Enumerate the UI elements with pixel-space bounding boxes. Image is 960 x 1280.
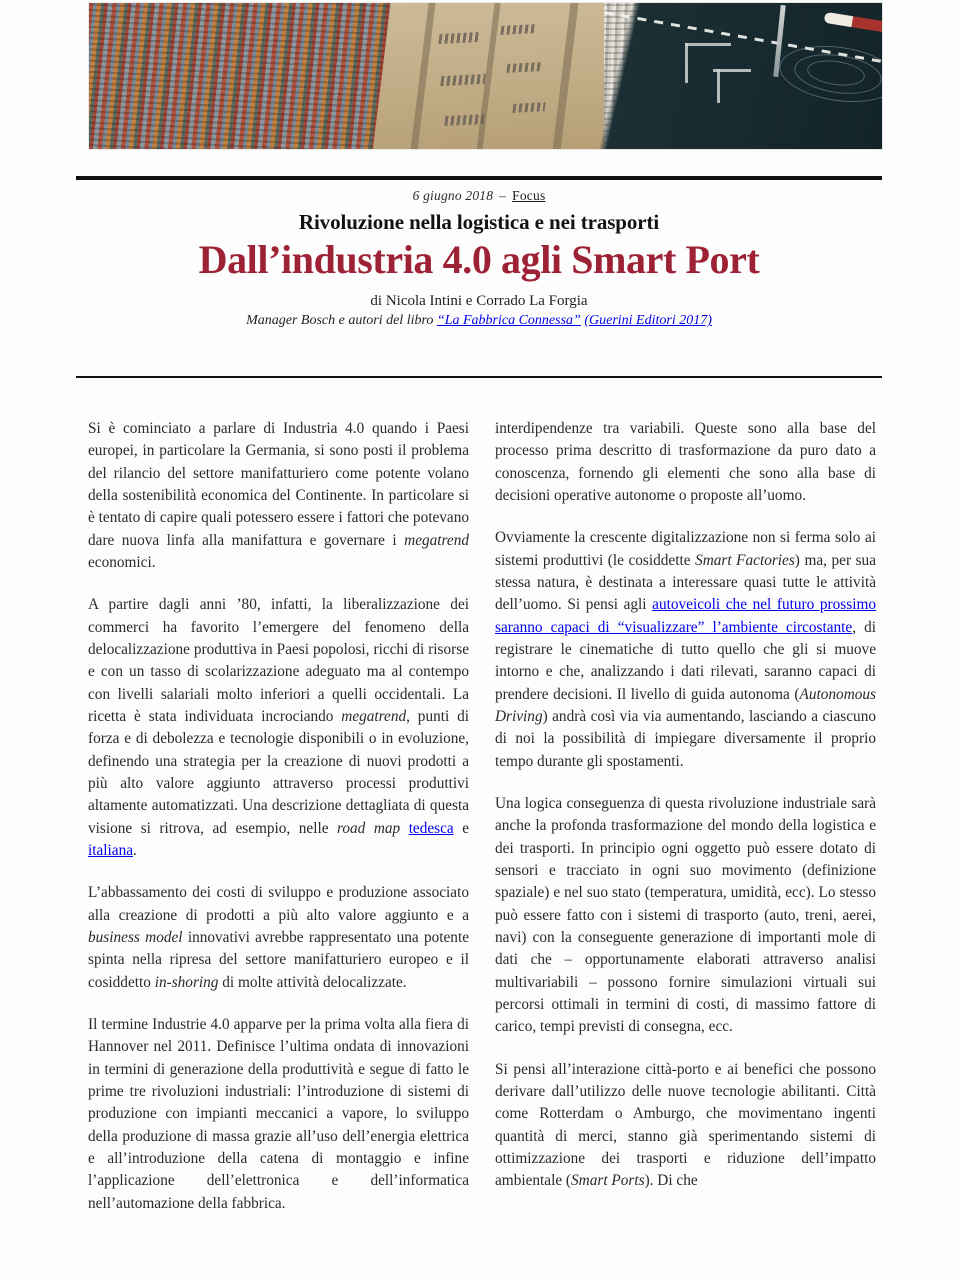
emphasis-text: business model (88, 928, 183, 946)
emphasis-text: megatrend (341, 707, 407, 725)
paragraph (88, 418, 469, 574)
text-run: A partire dagli anni ’80, infatti, la liberalizzazione dei commerci ha favorito l’emergere del fenomeno della delocalizzazione produttiva in Paesi popolosi, ricchi di risorse e con un tasso di scolarizzazione adeguato ma al contempo con livelli salariali molto inferiori a quelli occidentali. La ricetta è stata individuata incrociando (88, 596, 469, 725)
text-run: L’abbassamento dei costi di sviluppo e produzione associato alla creazione di prodotti a più alto valore aggiunto e a (88, 884, 469, 924)
divider-below-masthead (76, 376, 882, 378)
article-body (88, 418, 876, 1280)
emphasis-text: road map (336, 819, 401, 837)
emphasis-text: Smart Factories (695, 551, 795, 569)
article-byline: di Nicola Intini e Corrado La Forgia (370, 293, 588, 310)
kicker-separator: – (499, 188, 507, 203)
credit-prefix: Manager Bosch e autori del libro (246, 313, 437, 329)
hero-image (88, 2, 883, 150)
quay-crane-icon (685, 43, 731, 46)
text-run: di molte attività delocalizzate. (218, 973, 407, 991)
text-run: innovativi avrebbe rappresentato una potente spinta nella ripresa del settore manifatturiero europeo e il cosiddetto (88, 928, 469, 991)
text-run: Una logica conseguenza di questa rivoluzione industriale sarà anche la profonda trasformazione del mondo della logistica e dei trasporti. In principio ogni oggetto può essere dotato di sensori e tracciato in ogni suo movimento (definizione spaziale) e nel suo stato (temperatura, umidità, ecc). Lo stesso può essere fatto con i sistemi di trasporto (auto, treni, aerei, navi) con la conseguente generazione di importanti mole di dati che – opportunamente elaborati attraverso analisi multivariabili – possono fornire simulazioni virtuali sui percorsi ottimali in termini di costi, di massimo fattore di carico, tempi previsti di consegna, ecc. (495, 794, 876, 1036)
text-run: ) andrà così via via aumentando, lasciando a ciascuno di noi la possibilità di impiegare diversamente il proprio tempo durante gli spostamenti. (495, 707, 876, 770)
kicker-line (76, 188, 882, 204)
text-run: ) ma, per sua stessa natura, è destinata a interessare quasi tutte le attività dell’uomo. Si pensi agli (495, 551, 876, 614)
paragraph (495, 527, 876, 773)
paragraph (88, 882, 469, 994)
publish-date: 6 giugno 2018 (412, 188, 494, 203)
emphasis-text: in-shoring (154, 973, 219, 991)
quay-crane-icon (713, 69, 751, 72)
emphasis-text: megatrend (404, 531, 469, 549)
paragraph (495, 793, 876, 1039)
body-column-right (495, 418, 876, 1280)
text-run: , di registrare le cinematiche di tutto quello che gli si muove intorno e che, analizzando i dati rilevati, saranno capaci di prendere decisioni. Il livello di guida autonoma ( (495, 618, 877, 703)
text-run: economici. (88, 553, 156, 571)
inline-link[interactable]: tedesca (408, 819, 454, 837)
emphasis-text: Smart Ports (571, 1172, 645, 1190)
quay-crane-icon (685, 43, 688, 83)
inline-link[interactable]: autoveicoli che nel futuro prossimo saranno capaci di “visualizzare” l’ambiente circostante (495, 596, 877, 636)
body-column-left (88, 418, 469, 1280)
text-run: Si pensi all’interazione città-porto e ai benefici che possono derivare dall’utilizzo delle nuove tecnologie abilitanti. Città come Rotterdam o Amburgo, che movimentano ingenti quantità di merci, stanno già sperimentando sistemi di ottimizzazione dei trasporti e riduzione dell’impatto ambientale ( (495, 1060, 876, 1190)
quay-crane-icon (717, 69, 720, 103)
divider-top (76, 176, 882, 180)
text-run: Il termine Industrie 4.0 apparve per la prima volta alla fiera di Hannover nel 2011. Definisce l’ultima ondata di innovazioni in termini di generazione della produttività e segue di fatto le prime tre rivoluzioni industriali: l’introduzione di sistemi di produzione con impianti meccanici a vapore, lo sviluppo della produzione di massa grazie all’uso dell’energia elettrica e all’introduzione della catena di montaggio e infine l’applicazione dell’elettronica e dell’informatica nell’automazione della fabbrica. (88, 1015, 469, 1212)
article-headline: Dall’industria 4.0 agli Smart Port (198, 237, 760, 282)
text-run: interdipendenze tra variabili. Queste sono alla base del processo prima descritto di trasformazione da puro dato a conoscenza, fornendo gli elementi che sono alla base di decisioni operative autonome o proposte all’uomo. (495, 420, 876, 504)
text-run: . (133, 841, 137, 859)
paragraph (88, 594, 469, 862)
inline-link[interactable]: italiana (88, 841, 134, 859)
paragraph (495, 1059, 876, 1193)
text-run (400, 820, 409, 837)
paragraph (88, 1014, 469, 1215)
book-link[interactable]: “La Fabbrica Connessa” (436, 313, 581, 329)
text-run: ). Di che (644, 1172, 698, 1190)
emphasis-text: Autonomous Driving (495, 685, 876, 725)
author-credit (76, 313, 882, 329)
article-overline: Rivoluzione nella logistica e nei trasporti (298, 210, 660, 234)
text-run: , punti di forza e di debolezza e tecnologie disponibili o in evoluzione, definendo una strategia per la creazione di nuovi prodotti a più alto valore aggiunto attraverso processi produttivi altamente automatizzati. Una descrizione dettagliata di questa visione si ritrova, ad esempio, nelle (88, 707, 469, 837)
category-link-focus[interactable]: Focus (512, 188, 546, 203)
publisher-link[interactable]: (Guerini Editori 2017) (584, 313, 712, 329)
text-run: Si è cominciato a parlare di Industria 4.0 quando i Paesi europei, in particolare la Germania, si sono posti il problema del rilancio del settore manifatturiero come potente volano della sostenibilità economica del Continente. In particolare si è tentato di capire quali potessero essere i fattori che potevano dare nuova linfa alla manifattura e governare i (88, 420, 469, 549)
paragraph (495, 418, 876, 507)
article-masthead (76, 188, 882, 329)
text-run: Ovviamente la crescente digitalizzazione non si ferma solo ai sistemi produttivi (le cosiddette (495, 529, 876, 569)
hero-image-scene (89, 3, 882, 149)
text-run: e (453, 819, 469, 837)
